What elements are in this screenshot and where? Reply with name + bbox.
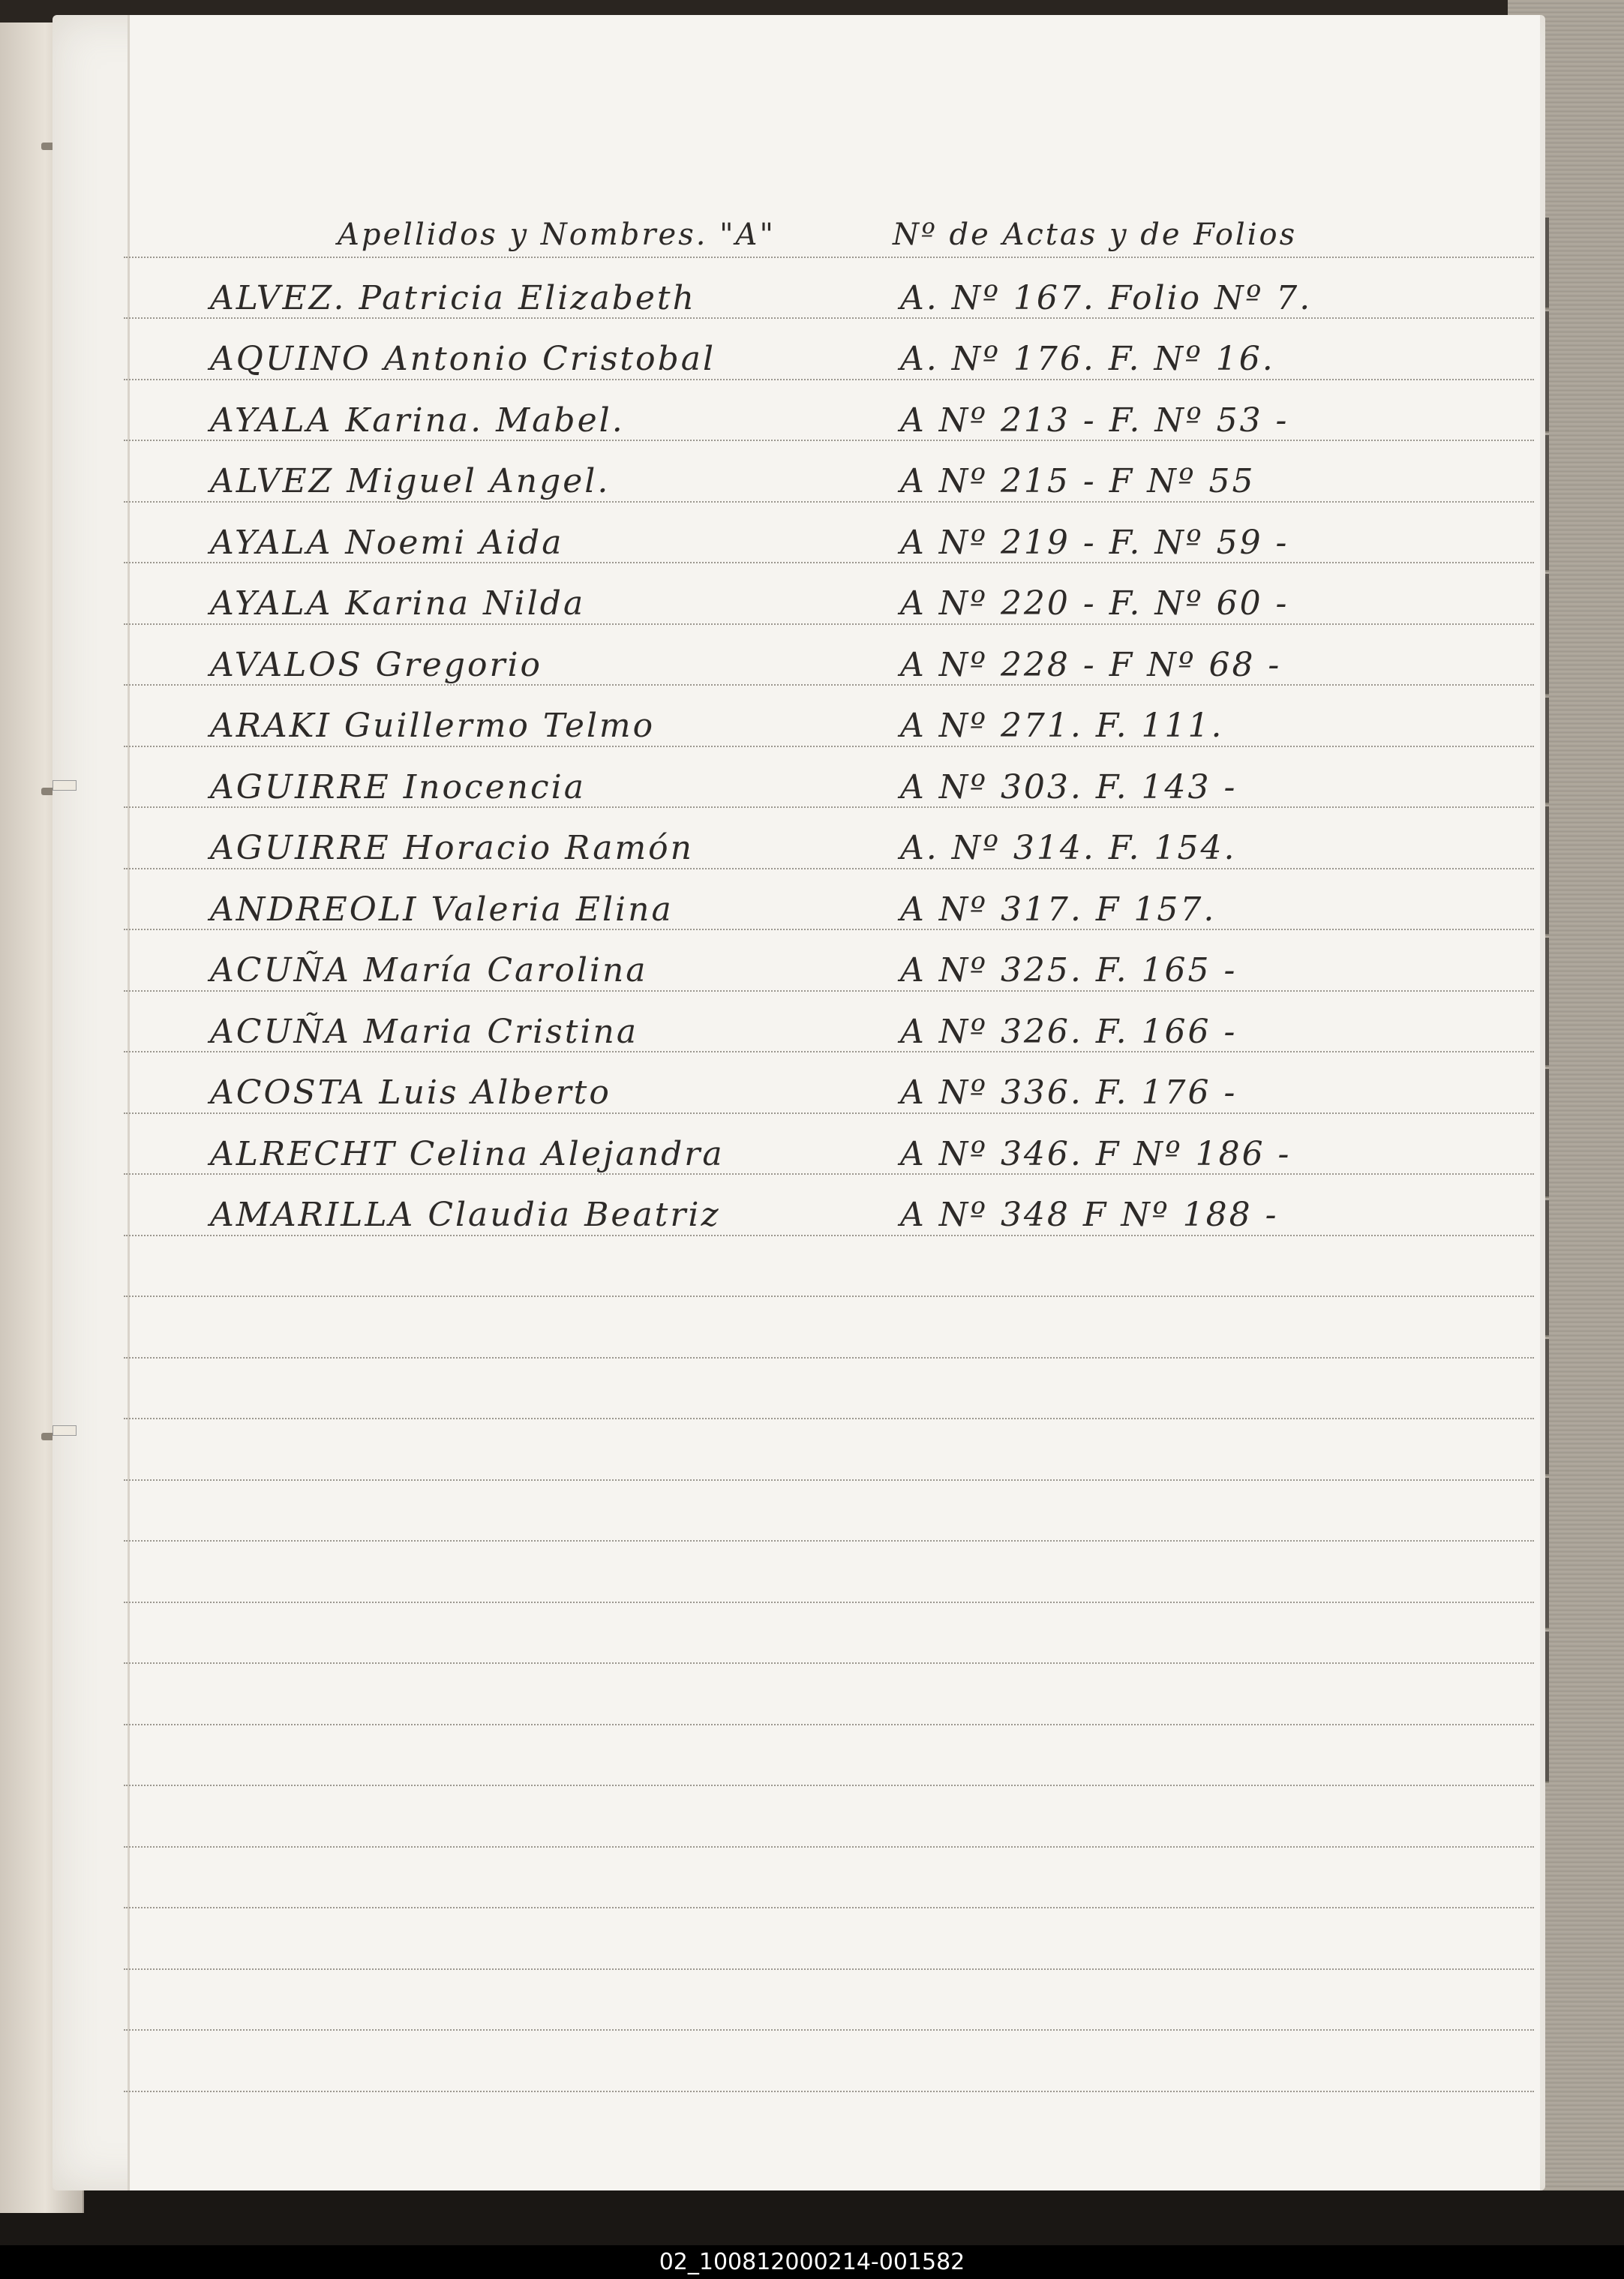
entry-acta-folio: A Nº 228 - F Nº 68 - xyxy=(900,646,1282,684)
entry-name: AYALA Noemi Aida xyxy=(210,524,564,562)
entry-name: AGUIRRE Inocencia xyxy=(210,768,586,806)
entry-name: ALRECHT Celina Alejandra xyxy=(210,1135,725,1173)
ruled-line xyxy=(124,868,1534,869)
entry-acta-folio: A Nº 303. F. 143 - xyxy=(900,768,1238,806)
ruled-line xyxy=(124,1785,1534,1786)
ruled-line xyxy=(124,1357,1534,1359)
entry-acta-folio: A. Nº 176. F. Nº 16. xyxy=(900,340,1275,378)
entry-name: AVALOS Gregorio xyxy=(210,646,543,684)
entry-acta-folio: A. Nº 167. Folio Nº 7. xyxy=(900,279,1313,317)
ruled-line xyxy=(124,1173,1534,1175)
ruled-line xyxy=(124,1235,1534,1236)
ruled-line xyxy=(124,440,1534,441)
ruled-line xyxy=(124,746,1534,747)
entry-acta-folio: A Nº 346. F Nº 186 - xyxy=(900,1135,1292,1173)
entry-name: ACUÑA Maria Cristina xyxy=(210,1013,639,1051)
binding-thread xyxy=(53,1425,77,1436)
entry-name: ALVEZ Miguel Angel. xyxy=(210,462,611,500)
ruled-line xyxy=(124,929,1534,930)
ruled-line xyxy=(124,379,1534,380)
ruled-line xyxy=(124,1540,1534,1542)
entry-name: ARAKI Guillermo Telmo xyxy=(210,707,656,745)
ruled-line xyxy=(124,1846,1534,1848)
ruled-line xyxy=(124,1602,1534,1603)
entry-name: AQUINO Antonio Cristobal xyxy=(210,340,716,378)
entry-name: AMARILLA Claudia Beatriz xyxy=(210,1196,721,1234)
ruled-line xyxy=(124,806,1534,808)
ruled-line xyxy=(124,501,1534,503)
entry-acta-folio: A. Nº 314. F. 154. xyxy=(900,829,1237,867)
ruled-line xyxy=(124,1724,1534,1725)
entry-acta-folio: A Nº 220 - F. Nº 60 - xyxy=(900,584,1289,623)
entry-acta-folio: A Nº 271. F. 111. xyxy=(900,707,1224,745)
ruled-line xyxy=(124,1479,1534,1481)
entry-name: ACUÑA María Carolina xyxy=(210,951,648,989)
scan-identifier: 02_100812000214-001582 xyxy=(0,2245,1624,2279)
actas-column-heading: Nº de Actas y de Folios xyxy=(893,218,1298,252)
entry-acta-folio: A Nº 213 - F. Nº 53 - xyxy=(900,401,1289,440)
entry-name: ANDREOLI Valeria Elina xyxy=(210,890,674,929)
ruled-line xyxy=(124,2029,1534,2031)
entry-acta-folio: A Nº 317. F 157. xyxy=(900,890,1217,929)
ruled-line xyxy=(124,684,1534,686)
ruled-line xyxy=(124,1662,1534,1664)
entry-acta-folio: A Nº 219 - F. Nº 59 - xyxy=(900,524,1289,562)
ruled-line xyxy=(124,1112,1534,1114)
ruled-line xyxy=(124,1051,1534,1052)
ruled-line xyxy=(124,1418,1534,1419)
ruled-line xyxy=(124,1968,1534,1970)
entry-acta-folio: A Nº 325. F. 165 - xyxy=(900,951,1238,989)
ruled-line xyxy=(124,990,1534,992)
entry-name: ALVEZ. Patricia Elizabeth xyxy=(210,279,696,317)
ruled-line xyxy=(124,317,1534,319)
ruled-line xyxy=(124,2091,1534,2092)
entry-name: ACOSTA Luis Alberto xyxy=(210,1073,611,1112)
entry-name: AYALA Karina Nilda xyxy=(210,584,586,623)
entry-acta-folio: A Nº 336. F. 176 - xyxy=(900,1073,1238,1112)
entry-acta-folio: A Nº 348 F Nº 188 - xyxy=(900,1196,1279,1234)
ruled-line xyxy=(124,257,1534,258)
names-column-heading: Apellidos y Nombres. "A" xyxy=(338,218,776,252)
ledger-page xyxy=(53,15,1545,2190)
ruled-line xyxy=(124,562,1534,563)
entry-acta-folio: A Nº 326. F. 166 - xyxy=(900,1013,1238,1051)
binding-thread xyxy=(53,780,77,791)
entry-name: AGUIRRE Horacio Ramón xyxy=(210,829,694,867)
entry-name: AYALA Karina. Mabel. xyxy=(210,401,625,440)
ruled-line xyxy=(124,623,1534,625)
entry-acta-folio: A Nº 215 - F Nº 55 xyxy=(900,462,1256,500)
ruled-line xyxy=(124,1907,1534,1908)
ruled-line xyxy=(124,1296,1534,1297)
